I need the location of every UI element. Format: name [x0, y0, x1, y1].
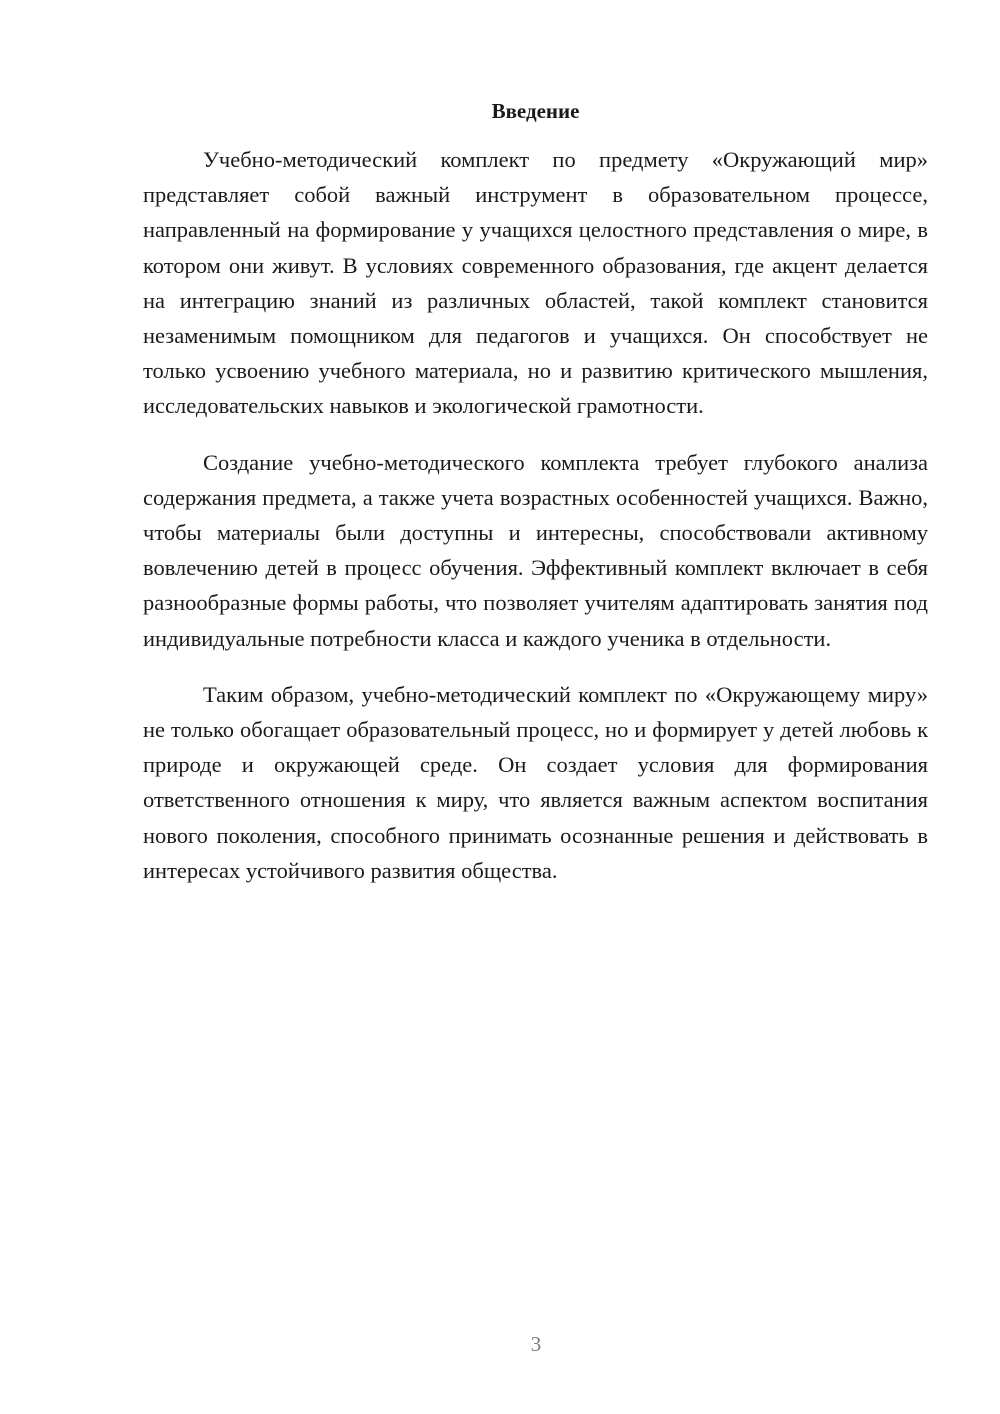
- page-number: 3: [530, 1332, 542, 1356]
- paragraph-3: Таким образом, учебно-методический комплект по «Окружающему миру» не только обогащает образовательный процесс, но и формирует у детей любовь к природе и окружающей среде. Он создает условия для формирования ответственного отношения к миру, что является важным аспектом воспитания нового поколения, способного принимать осознанные решения и действовать в интересах устойчивого развития общества.: [143, 681, 928, 883]
- paragraph-2: Создание учебно-методического комплекта требует глубокого анализа содержания предмета, а также учета возрастных особенностей учащихся. Важно, чтобы материалы были доступны и интересны, способствовали активному вовлечению детей в процесс обучения. Эффективный комплект включает в себя разнообразные формы работы, что позволяет учителям адаптировать занятия под индивидуальные потребности класса и каждого ученика в отдельности.: [143, 449, 928, 651]
- body-text: [143, 142, 928, 909]
- paragraph-1: Учебно-методический комплект по предмету «Окружающий мир» представляет собой важный инструмент в образовательном процессе, направленный на формирование у учащихся целостного представления о мире, в котором они живут. В условиях современного образования, где акцент делается на интеграцию знаний из различных областей, такой комплект становится незаменимым помощником для педагогов и учащихся. Он способствует не только усвоению учебного материала, но и развитию критического мышления, исследовательских навыков и экологической грамотности.: [143, 147, 928, 419]
- section-heading: Введение: [491, 99, 580, 123]
